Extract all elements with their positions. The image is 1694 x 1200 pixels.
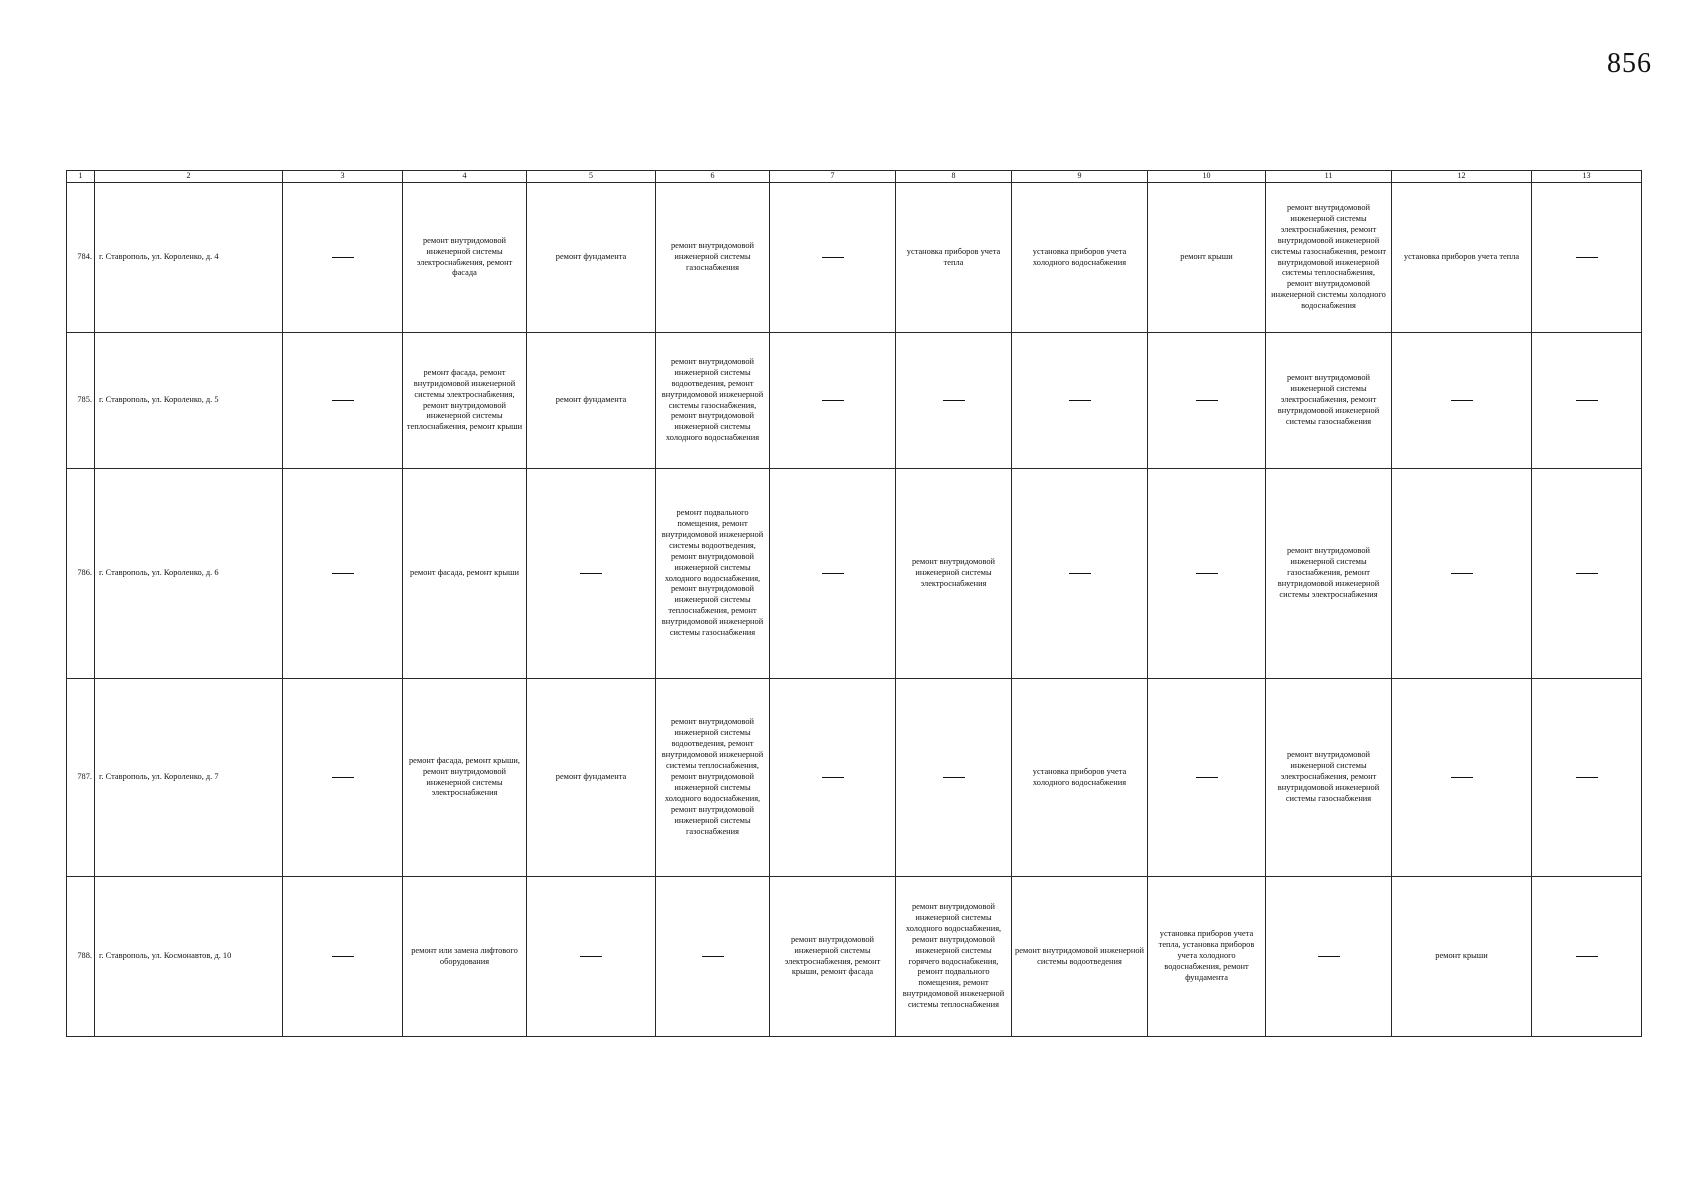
table-row [67,469,1642,679]
col-5-cell [527,469,656,679]
col-3-cell [283,679,403,877]
empty-dash [1451,777,1473,778]
table-row [67,877,1642,1037]
empty-dash [1196,400,1218,401]
col-3-cell [283,877,403,1037]
col-13-cell [1532,183,1642,333]
col-11-cell: ремонт внутридомовой инженерной системы газоснабжения, ремонт внутридомовой инженерной системы электроснабжения [1266,469,1392,679]
column-number: 4 [403,171,527,183]
col-6-cell [656,877,770,1037]
col-5-cell: ремонт фундамента [527,679,656,877]
col-8-cell: установка приборов учета тепла [896,183,1012,333]
col-8-cell: ремонт внутридомовой инженерной системы электроснабжения [896,469,1012,679]
page-number: 856 [1607,48,1652,79]
column-number: 11 [1266,171,1392,183]
table-body [67,183,1642,1037]
empty-dash [580,573,602,574]
address: г. Ставрополь, ул. Короленко, д. 5 [95,333,283,469]
col-8-cell: ремонт внутридомовой инженерной системы холодного водоснабжения, ремонт внутридомовой инженерной системы горячего водоснабжения, ремонт подвального помещения, ремонт внутридомовой инженерной системы теплоснабжения [896,877,1012,1037]
col-10-cell [1148,469,1266,679]
col-11-cell: ремонт внутридомовой инженерной системы электроснабжения, ремонт внутридомовой инженерной системы газоснабжения [1266,333,1392,469]
repair-schedule-table [66,170,1642,1037]
column-number: 3 [283,171,403,183]
col-4-cell: ремонт фасада, ремонт крыши [403,469,527,679]
empty-dash [1451,573,1473,574]
empty-dash [332,777,354,778]
col-7-cell: ремонт внутридомовой инженерной системы электроснабжения, ремонт крыши, ремонт фасада [770,877,896,1037]
column-number: 1 [67,171,95,183]
col-7-cell [770,679,896,877]
address: г. Ставрополь, ул. Космонавтов, д. 10 [95,877,283,1037]
column-number: 8 [896,171,1012,183]
empty-dash [1196,573,1218,574]
col-10-cell: установка приборов учета тепла, установка приборов учета холодного водоснабжения, ремонт фундамента [1148,877,1266,1037]
col-9-cell: установка приборов учета холодного водоснабжения [1012,679,1148,877]
column-number-row [67,171,1642,183]
col-8-cell [896,679,1012,877]
col-4-cell: ремонт внутридомовой инженерной системы электроснабжения, ремонт фасада [403,183,527,333]
row-number: 785. [67,333,95,469]
col-12-cell: ремонт крыши [1392,877,1532,1037]
col-12-cell [1392,333,1532,469]
empty-dash [1576,400,1598,401]
col-13-cell [1532,469,1642,679]
empty-dash [822,257,844,258]
empty-dash [1576,777,1598,778]
col-4-cell: ремонт фасада, ремонт крыши, ремонт внутридомовой инженерной системы электроснабжения [403,679,527,877]
row-number: 787. [67,679,95,877]
empty-dash [1069,400,1091,401]
table-row [67,183,1642,333]
empty-dash [332,956,354,957]
empty-dash [1318,956,1340,957]
col-10-cell [1148,333,1266,469]
row-number: 786. [67,469,95,679]
column-number: 10 [1148,171,1266,183]
column-number: 13 [1532,171,1642,183]
col-13-cell [1532,877,1642,1037]
col-3-cell [283,333,403,469]
empty-dash [822,400,844,401]
column-number: 7 [770,171,896,183]
empty-dash [1576,257,1598,258]
address: г. Ставрополь, ул. Короленко, д. 4 [95,183,283,333]
col-13-cell [1532,679,1642,877]
col-4-cell: ремонт или замена лифтового оборудования [403,877,527,1037]
table-row [67,333,1642,469]
empty-dash [943,777,965,778]
col-8-cell [896,333,1012,469]
empty-dash [1196,777,1218,778]
empty-dash [1576,956,1598,957]
col-9-cell: установка приборов учета холодного водоснабжения [1012,183,1148,333]
col-7-cell [770,469,896,679]
column-number: 12 [1392,171,1532,183]
col-6-cell: ремонт внутридомовой инженерной системы водоотведения, ремонт внутридомовой инженерной системы газоснабжения, ремонт внутридомовой инженерной системы холодного водоснабжения [656,333,770,469]
col-12-cell [1392,679,1532,877]
col-9-cell [1012,333,1148,469]
col-6-cell: ремонт внутридомовой инженерной системы водоотведения, ремонт внутридомовой инженерной системы теплоснабжения, ремонт внутридомовой инженерной системы холодного водоснабжения, ремонт внутридомовой инженерной системы газоснабжения [656,679,770,877]
col-11-cell [1266,877,1392,1037]
column-number: 5 [527,171,656,183]
col-10-cell: ремонт крыши [1148,183,1266,333]
col-3-cell [283,469,403,679]
empty-dash [1069,573,1091,574]
col-5-cell [527,877,656,1037]
table-row [67,679,1642,877]
empty-dash [702,956,724,957]
empty-dash [1576,573,1598,574]
col-3-cell [283,183,403,333]
col-6-cell: ремонт подвального помещения, ремонт внутридомовой инженерной системы водоотведения, ремонт внутридомовой инженерной системы холодного водоснабжения, ремонт внутридомовой инженерной системы теплоснабжения, ремонт внутридомовой инженерной системы газоснабжения [656,469,770,679]
col-6-cell: ремонт внутридомовой инженерной системы газоснабжения [656,183,770,333]
empty-dash [822,573,844,574]
row-number: 788. [67,877,95,1037]
empty-dash [1451,400,1473,401]
col-9-cell: ремонт внутридомовой инженерной системы водоотведения [1012,877,1148,1037]
col-5-cell: ремонт фундамента [527,333,656,469]
col-4-cell: ремонт фасада, ремонт внутридомовой инженерной системы электроснабжения, ремонт внутридомовой инженерной системы теплоснабжения, ремонт крыши [403,333,527,469]
empty-dash [822,777,844,778]
empty-dash [332,257,354,258]
address: г. Ставрополь, ул. Короленко, д. 7 [95,679,283,877]
col-5-cell: ремонт фундамента [527,183,656,333]
col-12-cell [1392,469,1532,679]
col-7-cell [770,333,896,469]
empty-dash [580,956,602,957]
column-number: 6 [656,171,770,183]
address: г. Ставрополь, ул. Короленко, д. 6 [95,469,283,679]
empty-dash [332,573,354,574]
col-11-cell: ремонт внутридомовой инженерной системы электроснабжения, ремонт внутридомовой инженерной системы газоснабжения [1266,679,1392,877]
col-11-cell: ремонт внутридомовой инженерной системы электроснабжения, ремонт внутридомовой инженерной системы газоснабжения, ремонт внутридомовой инженерной системы теплоснабжения, ремонт внутридомовой инженерной системы холодного водоснабжения [1266,183,1392,333]
empty-dash [332,400,354,401]
col-12-cell: установка приборов учета тепла [1392,183,1532,333]
col-9-cell [1012,469,1148,679]
row-number: 784. [67,183,95,333]
column-number: 9 [1012,171,1148,183]
col-13-cell [1532,333,1642,469]
column-number: 2 [95,171,283,183]
col-7-cell [770,183,896,333]
empty-dash [943,400,965,401]
col-10-cell [1148,679,1266,877]
